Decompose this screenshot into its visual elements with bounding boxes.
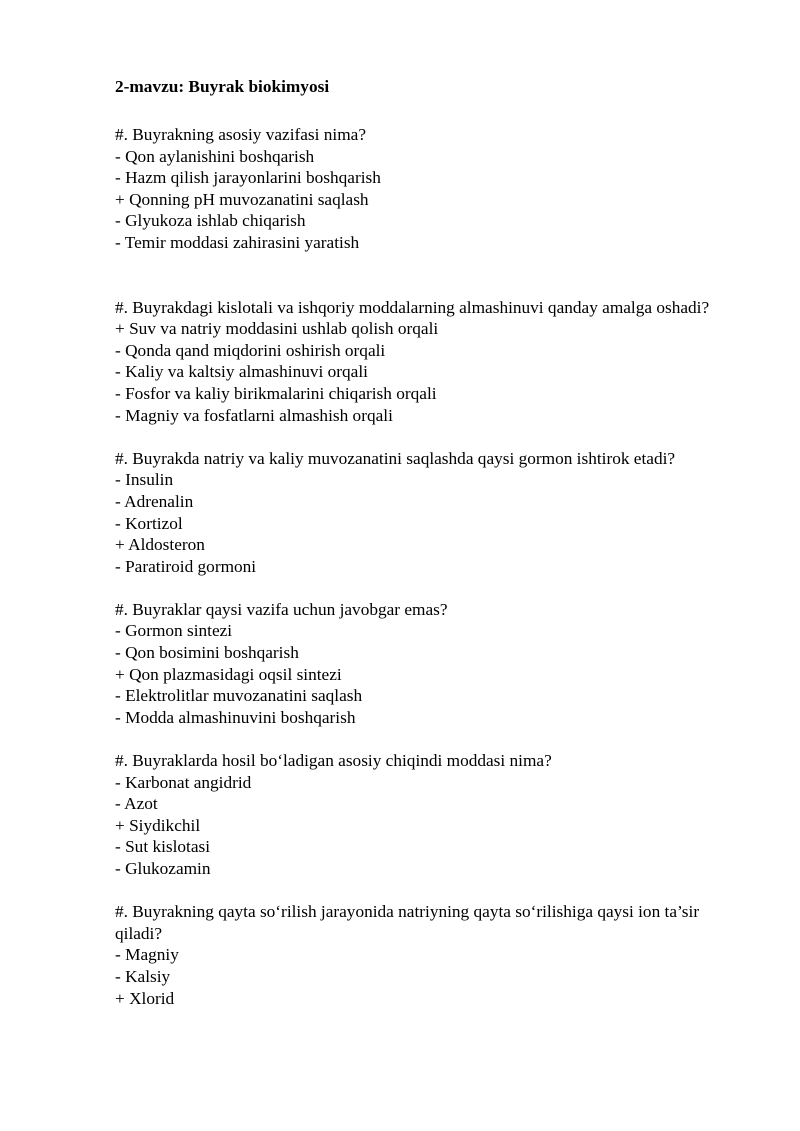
answer-option: - Temir moddasi zahirasini yaratish	[115, 232, 360, 252]
question-2	[115, 297, 735, 427]
answer-option: - Qon aylanishini boshqarish	[115, 146, 315, 166]
answer-option: - Kortizol	[115, 513, 183, 533]
question-text: #. Buyrakning asosiy vazifasi nima?	[115, 125, 367, 144]
answer-option: - Elektrolitlar muvozanatini saqlash	[115, 686, 363, 706]
document-page	[115, 76, 735, 1009]
answer-option: - Qonda qand miqdorini oshirish orqali	[115, 340, 386, 360]
question-1	[115, 124, 735, 254]
question-text: #. Buyrakdagi kislotali va ishqoriy moddalarning almashinuvi qanday amalga oshadi?	[115, 297, 710, 317]
answer-option: - Paratiroid gormoni	[115, 556, 257, 576]
answer-option: - Karbonat angidrid	[115, 772, 252, 792]
answer-option: - Kalsiy	[115, 966, 171, 986]
answer-option: - Sut kislotasi	[115, 837, 211, 857]
answer-option: - Modda almashinuvini boshqarish	[115, 707, 356, 727]
question-5	[115, 750, 735, 880]
answer-option: - Gormon sintezi	[115, 621, 233, 641]
answer-option: - Magniy va fosfatlarni almashish orqali	[115, 405, 393, 425]
answer-option-correct: + Aldosteron	[115, 535, 205, 555]
answer-option-correct: + Xlorid	[115, 988, 175, 1008]
question-text: #. Buyraklar qaysi vazifa uchun javobgar emas?	[115, 599, 448, 619]
answer-option: - Qon bosimini boshqarish	[115, 643, 299, 663]
answer-option-correct: + Siydikchil	[115, 815, 201, 835]
answer-option: - Glukozamin	[115, 859, 211, 878]
question-text: #. Buyrakda natriy va kaliy muvozanatini saqlashda qaysi gormon ishtirok etadi?	[115, 448, 676, 468]
question-6	[115, 901, 735, 1009]
answer-option: - Azot	[115, 794, 158, 814]
question-3	[115, 448, 735, 578]
answer-option: - Kaliy va kaltsiy almashinuvi orqali	[115, 362, 368, 382]
answer-option: - Hazm qilish jarayonlarini boshqarish	[115, 168, 381, 188]
question-text: #. Buyraklarda hosil bo‘ladigan asosiy chiqindi moddasi nima?	[115, 751, 552, 771]
question-text: #. Buyrakning qayta so‘rilish jarayonida natriyning qayta so‘rilishiga qaysi ion ta’sir qiladi?	[115, 902, 700, 943]
document-title: 2-mavzu: Buyrak biokimyosi	[115, 77, 330, 96]
answer-option: - Glyukoza ishlab chiqarish	[115, 211, 306, 231]
answer-option: - Fosfor va kaliy birikmalarini chiqarish orqali	[115, 383, 437, 403]
answer-option: - Magniy	[115, 945, 179, 965]
answer-option-correct: + Qonning pH muvozanatini saqlash	[115, 189, 369, 209]
answer-option: - Insulin	[115, 470, 174, 490]
answer-option: - Adrenalin	[115, 491, 194, 511]
answer-option-correct: + Suv va natriy moddasini ushlab qolish orqali	[115, 319, 439, 339]
answer-option-correct: + Qon plazmasidagi oqsil sintezi	[115, 664, 342, 684]
question-4	[115, 599, 735, 729]
